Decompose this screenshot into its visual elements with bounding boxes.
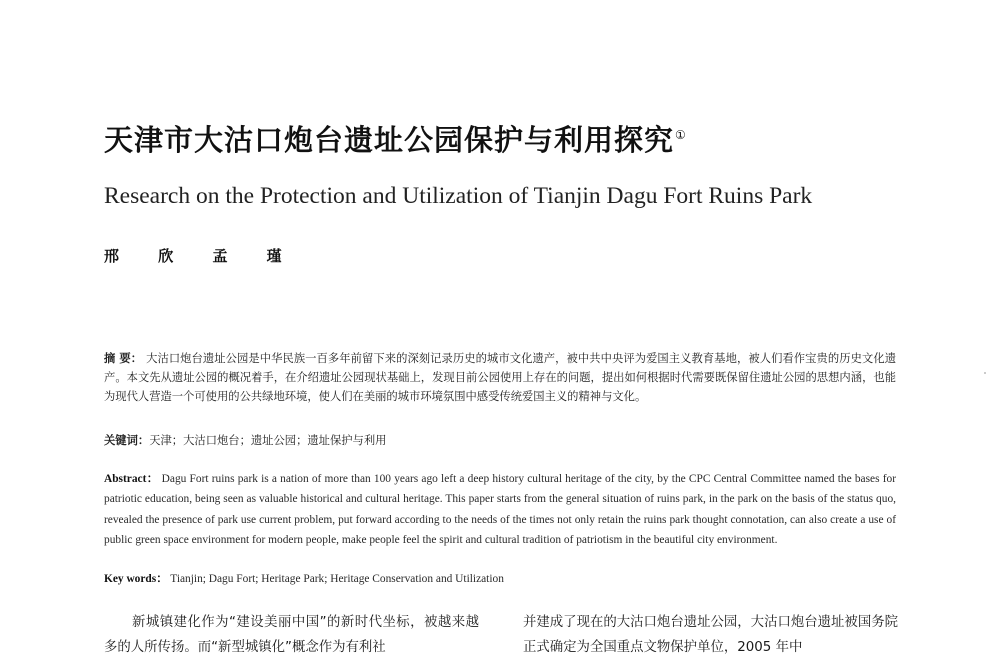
abstract-chinese bbox=[104, 349, 896, 406]
keywords-english bbox=[104, 570, 504, 586]
title-chinese-text: 天津市大沽口炮台遗址公园保护与利用探究 bbox=[104, 123, 675, 157]
abstract-english-label: Abstract： bbox=[104, 473, 159, 485]
body-right-column bbox=[523, 610, 898, 660]
title-footnote-marker[interactable]: ① bbox=[675, 128, 687, 143]
keywords-english-text: Tianjin; Dagu Fort; Heritage Park; Heritage Conservation and Utilization bbox=[170, 573, 504, 585]
scan-artifact-dot bbox=[984, 372, 986, 374]
keywords-english-label: Key words： bbox=[104, 573, 168, 585]
keywords-chinese bbox=[104, 432, 386, 448]
body-left-paragraph: 新城镇建化作为“建设美丽中国”的新时代坐标，被越来越多的人所传扬。而“新型城镇化”概念作为有利社 bbox=[104, 615, 479, 655]
abstract-english bbox=[104, 469, 896, 550]
abstract-chinese-label: 摘 要： bbox=[104, 352, 143, 365]
title-english: Research on the Protection and Utilization of Tianjin Dagu Fort Ruins Park bbox=[104, 183, 813, 209]
abstract-chinese-text: 大沽口炮台遗址公园是中华民族一百多年前留下来的深刻记录历史的城市文化遗产，被中共中央评为爱国主义教育基地，被人们看作宝贵的历史文化遗产。本文先从遗址公园的概况着手，在介绍遗址公园现状基础上，发现目前公园使用上存在的问题，提出如何根据时代需要既保留住遗址公园的思想内涵，也能为现代人营造一个可使用的公共绿地环境，使人们在美丽的城市环境氛围中感受传统爱国主义的精神与文化。 bbox=[104, 352, 896, 403]
abstract-english-text: Dagu Fort ruins park is a nation of more than 100 years ago left a deep history cultural heritage of the city, by the CPC Central Committee named the bases for patriotic education, being seen as valuable historical and cultural heritage. This paper starts from the general situation of ruins park, in the park on the basis of the status quo, revealed the presence of park use current problem, put forward according to the needs of the times not only retain the ruins park thought connotation, can also create a use of public green space environment for modern people, make people feel the spirit and cultural tradition of patriotism in the beautiful city environment. bbox=[104, 473, 896, 546]
keywords-chinese-label: 关键词： bbox=[104, 434, 150, 447]
body-right-paragraph: 并建成了现在的大沽口炮台遗址公园，大沽口炮台遗址被国务院正式确定为全国重点文物保护单位，2005 年中 bbox=[523, 615, 898, 655]
body-left-column bbox=[104, 610, 479, 660]
authors: 邢 欣 孟 瑾 bbox=[104, 247, 292, 265]
title-chinese bbox=[104, 118, 687, 159]
keywords-chinese-text: 天津；大沽口炮台；遗址公园；遗址保护与利用 bbox=[149, 434, 387, 447]
